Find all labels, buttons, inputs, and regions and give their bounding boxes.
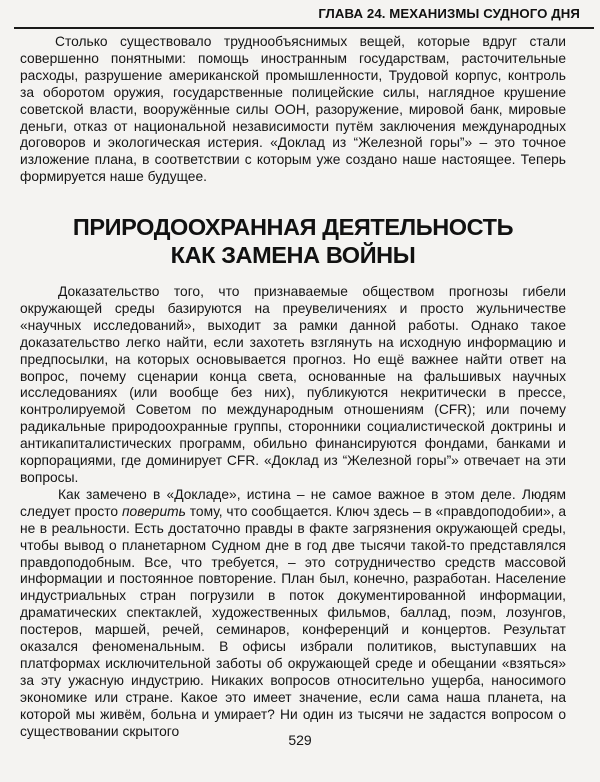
body-paragraph-1: Доказательство того, что признаваемые обществом прогнозы гибели окружающей среды базируются на преувеличениях и просто жульничестве «научных исследований», выходит за рамки данной работы. Однако такое доказательство легко найти, если захотеть взглянуть на исходную информацию и предпосылки, на которых основывается прогноз. Но ещё важнее найти ответ на вопрос, почему сценарии конца света, основанные на фальшивых научных исследованиях (или вообще без них), публикуются некритически в прессе, контролируемой Советом по международным отношениям (CFR); или почему радикальные природоохранные группы, сторонники социалистической доктрины и антикапиталистических программ, обильно финансируются фондами, банками и корпорациями, где доминирует CFR. «Доклад из “Железной горы”» отвечает на эти вопросы. xyxy=(20,284,566,485)
intro-text-block xyxy=(20,34,566,186)
body-paragraph-2-text-b: тому, что сообщается. Ключ здесь – в «правдоподобии», а не в реальности. Есть достаточно правды в факте загрязнения окружающей среды, чтобы вывод о планетарном Судном дне в год две тысячи такой-то представлялся правдоподобным. Все, что требуется, – это сотрудничество средств массовой информации и постоянное повторение. План был, конечно, разработан. Население индустриальных стран погрузили в поток документированной информации, драматических спектаклей, художественных фильмов, баллад, поэм, лозунгов, постеров, маршей, речей, семинаров, конференций и концертов. Результат оказался феноменальным. В офисы избрали политиков, выступавших на платформах исключительной заботы об окружающей среде и обещании «взяться» за эту ужасную индустрию. Никаких вопросов относительно ущерба, наносимого экономике или стране. Какое это имеет значение, если сама наша планета, на которой мы живём, больна и умирает? Ни один из тысячи не задастся вопросом о существовании скрытого xyxy=(20,503,566,739)
body-text-block xyxy=(20,284,566,740)
section-title-line-2: КАК ЗАМЕНА ВОЙНЫ xyxy=(170,241,416,268)
body-paragraph-2 xyxy=(20,487,566,741)
header-rule xyxy=(14,27,594,29)
intro-paragraph: Столько существовало труднообъяснимых вещей, которые вдруг стали совершенно понятными: помощь иностранным государствам, расточительные расходы, разрушение американской промышленности, Трудовой корпус, контроль за оборотом оружия, государственные полицейские силы, наглядное крушение советской власти, вооружённые силы ООН, разоружение, мировой банк, мировые деньги, отказ от национальной независимости путём заключения международных договоров и экологическая истерия. «Доклад из “Железной горы”» – это точное изложение плана, в соответствии с которым уже создано наше настоящее. Теперь формируется наше будущее. xyxy=(20,34,566,185)
section-title xyxy=(20,214,566,269)
page-number: 529 xyxy=(288,732,312,748)
emphasized-word: поверить xyxy=(121,503,186,519)
body-paragraph-2-text-a: Как замечено в «Докладе», истина – не самое важное в этом деле. Людям следует просто xyxy=(20,486,566,519)
running-header: ГЛАВА 24. МЕХАНИЗМЫ СУДНОГО ДНЯ xyxy=(318,6,580,21)
section-title-line-1: ПРИРОДООХРАННАЯ ДЕЯТЕЛЬНОСТЬ xyxy=(72,214,514,240)
